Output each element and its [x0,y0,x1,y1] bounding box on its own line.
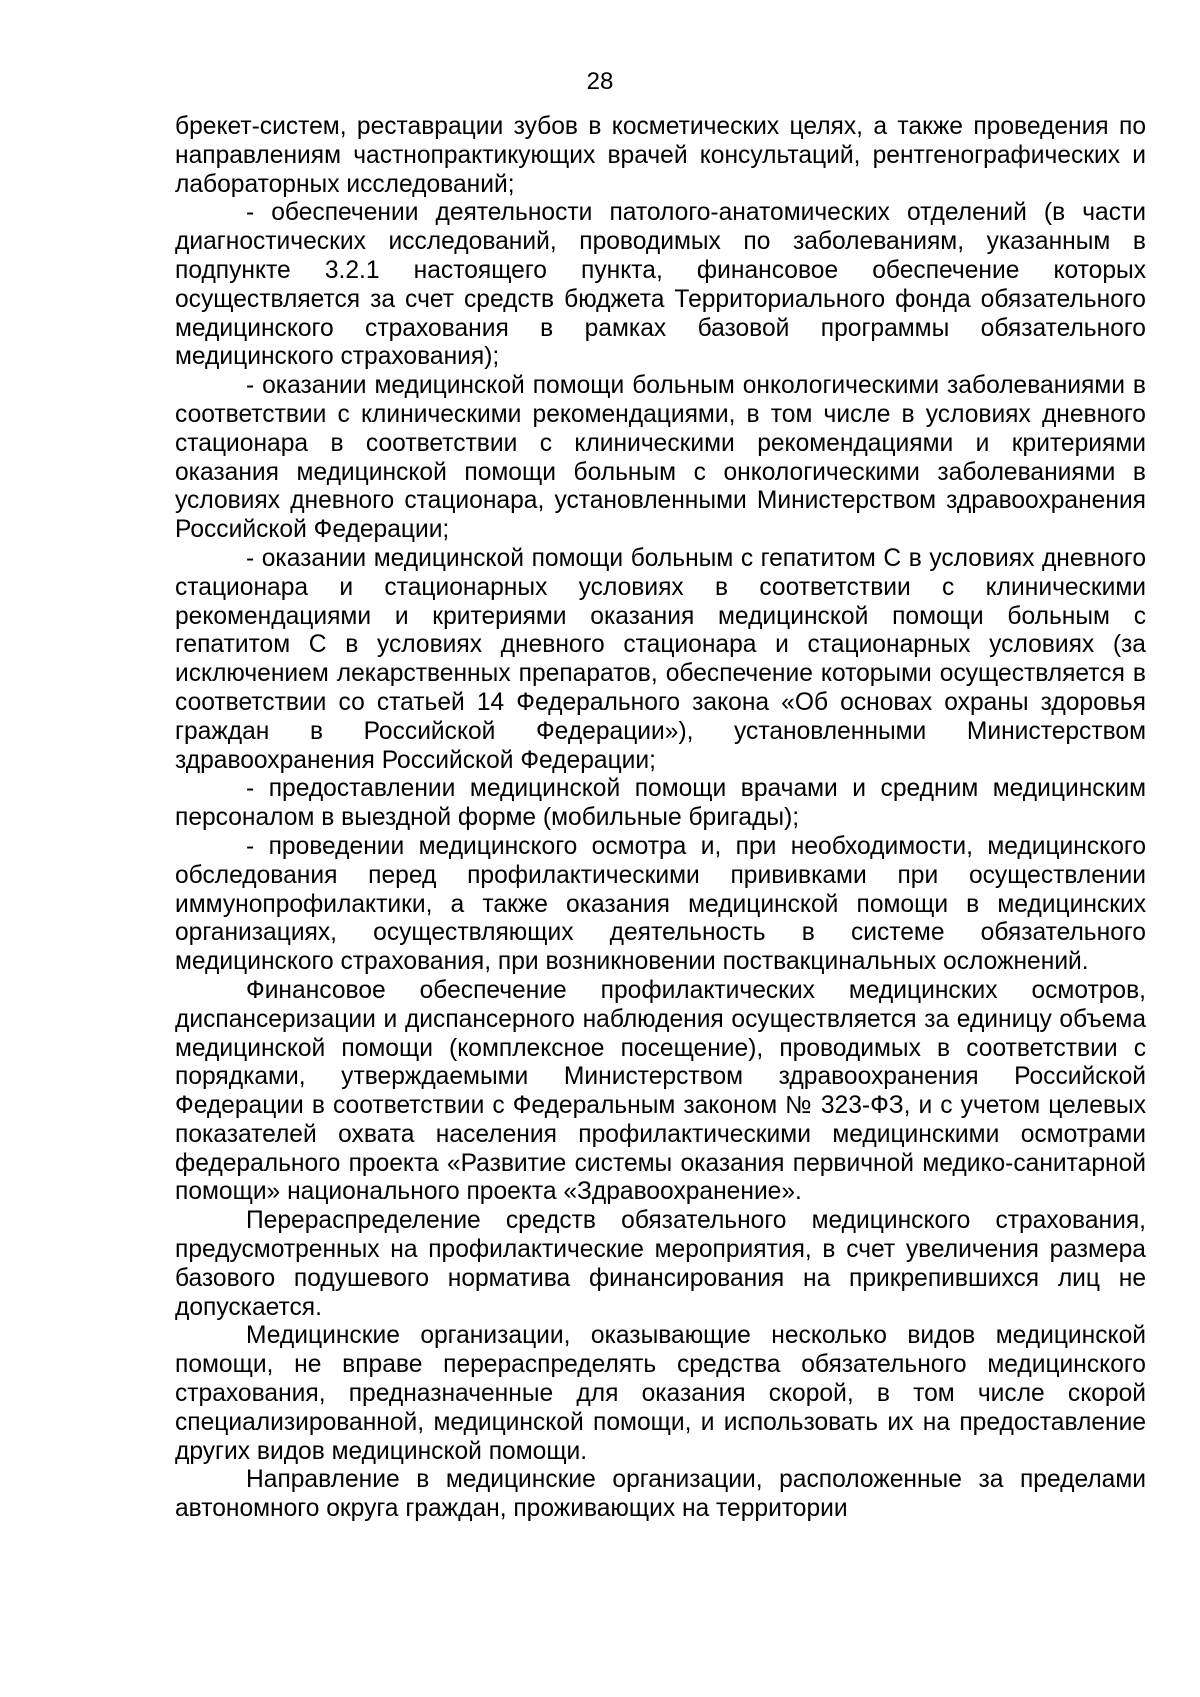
list-item-hepatitis-c: - оказании медицинской помощи больным с гепатитом С в условиях дневного стационара и стационарных условиях в соответствии с клиническими рекомендациями и критериями оказания медицинской помощи больным с гепатитом С в условиях дневного стационара и стационарных условиях (за исключением лекарственных препаратов, обеспечение которыми осуществляется в соответствии со статьей 14 Федерального закона «Об основах охраны здоровья граждан в Российской Федерации»), установленными Министерством здравоохранения Российской Федерации; [175,544,1146,774]
list-item-oncology: - оказании медицинской помощи больным онкологическими заболеваниями в соответствии с клиническими рекомендациями, в том числе в условиях дневного стационара в соответствии с клиническими рекомендациями и критериями оказания медицинской помощи больным с онкологическими заболеваниями в условиях дневного стационара, установленными Министерством здравоохранения Российской Федерации; [175,372,1146,544]
paragraph-referral: Направление в медицинские организации, расположенные за пределами автономного округа граждан, проживающих на территории [175,1466,1146,1523]
paragraph-organizations: Медицинские организации, оказывающие несколько видов медицинской помощи, не вправе перераспределять средства обязательного медицинского страхования, предназначенные для оказания скорой, в том числе скорой специализированной, медицинской помощи, и использовать их на предоставление других видов медицинской помощи. [175,1322,1146,1465]
document-body [175,113,1146,1524]
page-number: 28 [586,68,614,95]
paragraph-redistribution: Перераспределение средств обязательного медицинского страхования, предусмотренных на профилактические мероприятия, в счет увеличения размера базового подушевого норматива финансирования на прикрепившихся лиц не допускается. [175,1207,1146,1321]
list-item-mobile-teams: - предоставлении медицинской помощи врачами и средним медицинским персоналом в выездной форме (мобильные бригады); [175,775,1146,832]
list-item-vaccination: - проведении медицинского осмотра и, при необходимости, медицинского обследования перед профилактическими прививками при осуществлении иммунопрофилактики, а также оказания медицинской помощи в медицинских организациях, осуществляющих деятельность в системе обязательного медицинского страхования, при возникновении поствакцинальных осложнений. [175,832,1146,976]
paragraph-continuation: брекет-систем, реставрации зубов в косметических целях, а также проведения по направлениям частнопрактикующих врачей консультаций, рентгенографических и лабораторных исследований; [175,113,1146,198]
list-item-pathology: - обеспечении деятельности патолого-анатомических отделений (в части диагностических исследований, проводимых по заболеваниям, указанным в подпункте 3.2.1 настоящего пункта, финансовое обеспечение которых осуществляется за счет средств бюджета Территориального фонда обязательного медицинского страхования в рамках базовой программы обязательного медицинского страхования); [175,199,1146,371]
paragraph-preventive-financing: Финансовое обеспечение профилактических медицинских осмотров, диспансеризации и диспансерного наблюдения осуществляется за единицу объема медицинской помощи (комплексное посещение), проводимых в соответствии с порядками, утверждаемыми Министерством здравоохранения Российской Федерации в соответствии с Федеральным законом № 323-ФЗ, и с учетом целевых показателей охвата населения профилактическими медицинскими осмотрами федерального проекта «Развитие системы оказания первичной медико-санитарной помощи» национального проекта «Здравоохранение». [175,976,1146,1206]
